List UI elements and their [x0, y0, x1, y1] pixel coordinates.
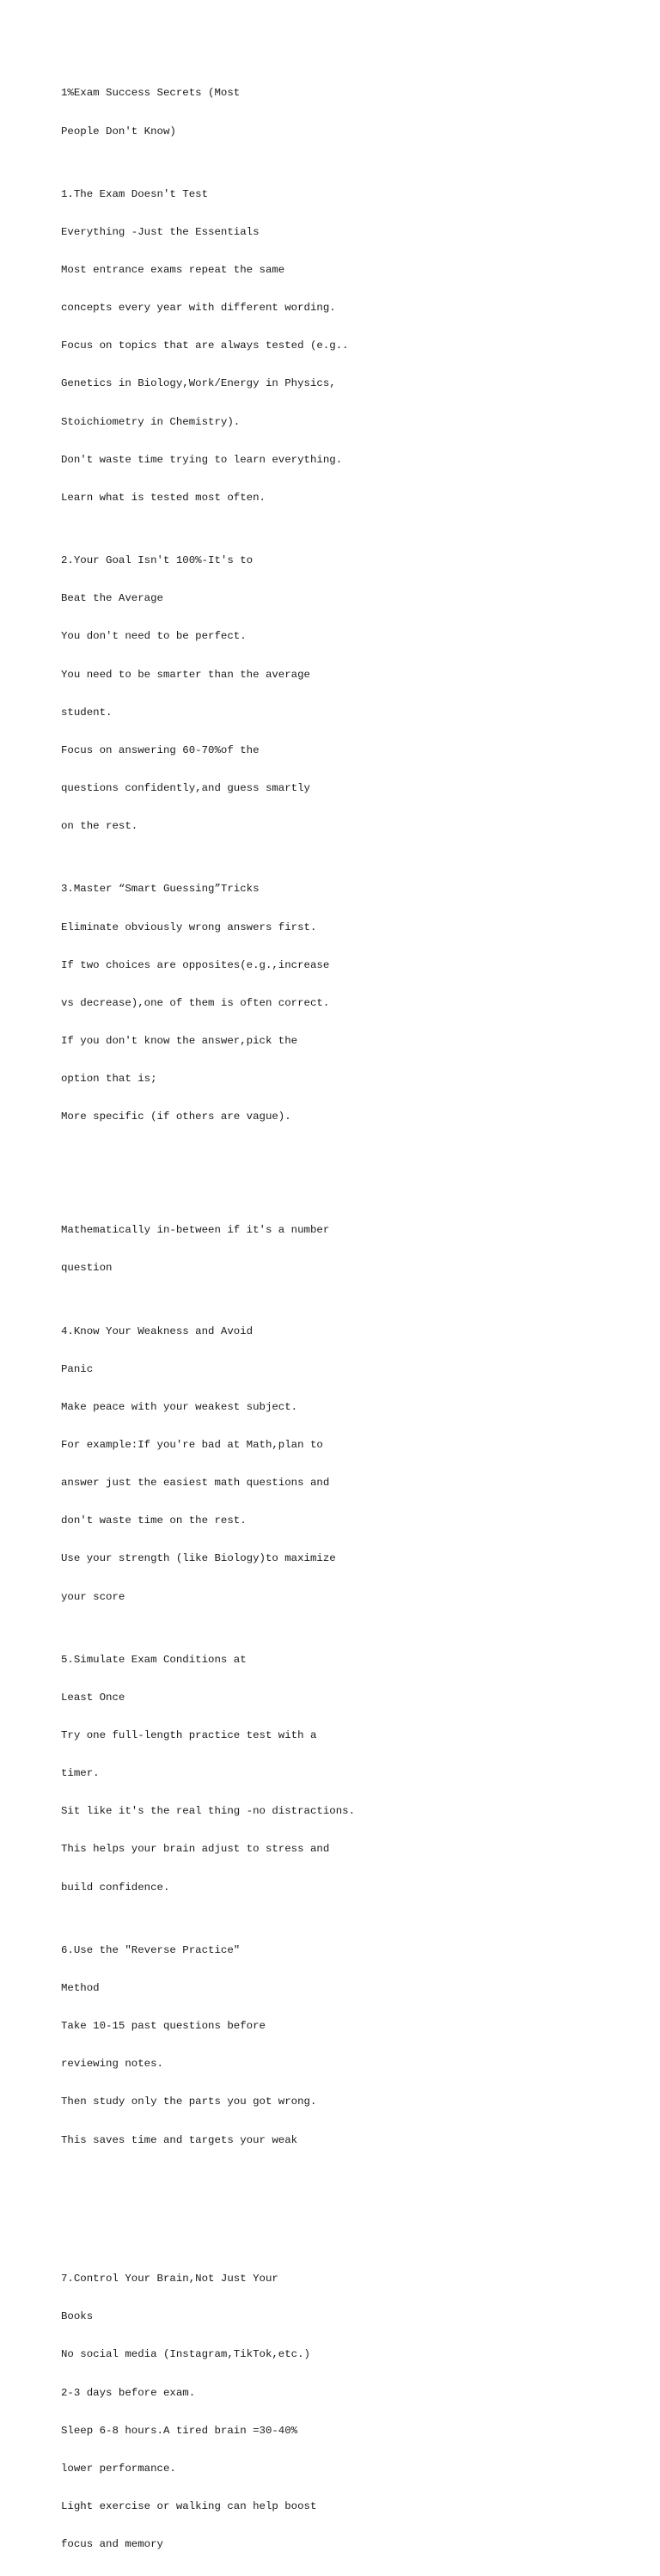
body-line: You need to be smarter than the average: [61, 668, 310, 681]
section-heading: Method: [61, 1982, 100, 1995]
body-line: build confidence.: [61, 1881, 170, 1894]
document-text: [61, 62, 645, 2576]
section-heading: Least Once: [61, 1692, 125, 1704]
title-line: People Don't Know): [61, 125, 176, 138]
section-heading: 1.The Exam Doesn't Test: [61, 188, 209, 200]
body-line: your score: [61, 1590, 125, 1603]
section-heading: Panic: [61, 1362, 94, 1375]
body-line: Eliminate obviously wrong answers first.: [61, 921, 317, 933]
section-heading: 4.Know Your Weakness and Avoid: [61, 1325, 254, 1337]
body-line: Try one full-length practice test with a: [61, 1729, 317, 1742]
body-line: Sleep 6-8 hours.A tired brain =30-40%: [61, 2424, 298, 2437]
body-line: You don't need to be perfect.: [61, 630, 247, 643]
body-line: concepts every year with different wording.: [61, 302, 336, 315]
blank-line: [61, 1148, 645, 1161]
body-line: 2-3 days before exam.: [61, 2386, 196, 2399]
body-line: timer.: [61, 1767, 100, 1780]
body-line: This saves time and targets your weak: [61, 2133, 298, 2146]
body-line: Most entrance exams repeat the same: [61, 264, 285, 277]
body-line: Light exercise or walking can help boost: [61, 2500, 317, 2512]
body-line: vs decrease),one of them is often correct.: [61, 996, 330, 1009]
body-line: Learn what is tested most often.: [61, 491, 266, 504]
body-line: If two choices are opposites(e.g.,increase: [61, 958, 330, 971]
body-line: This helps your brain adjust to stress and: [61, 1843, 330, 1856]
body-line: Stoichiometry in Chemistry).: [61, 415, 241, 428]
body-line: on the rest.: [61, 819, 138, 832]
body-line: focus and memory: [61, 2537, 163, 2550]
body-line: Focus on answering 60-70%of the: [61, 743, 260, 756]
body-line: For example:If you're bad at Math,plan to: [61, 1439, 323, 1452]
blank-line: [61, 1186, 645, 1199]
section-heading: 2.Your Goal Isn't 100%-It's to: [61, 554, 254, 567]
section-heading: Beat the Average: [61, 592, 163, 605]
blank-line: [61, 2210, 645, 2223]
body-line: Sit like it's the real thing -no distractions.: [61, 1805, 356, 1818]
body-line: questions confidently,and guess smartly: [61, 781, 310, 794]
body-line: Then study only the parts you got wrong.: [61, 2096, 317, 2108]
section-heading: 6.Use the "Reverse Practice": [61, 1944, 241, 1957]
body-line: If you don't know the answer,pick the: [61, 1034, 298, 1047]
section-heading: 5.Simulate Exam Conditions at: [61, 1654, 247, 1666]
section-heading: 3.Master “Smart Guessing”Tricks: [61, 883, 260, 896]
body-line: don't waste time on the rest.: [61, 1514, 247, 1527]
body-line: lower performance.: [61, 2462, 176, 2475]
body-line: Focus on topics that are always tested (e.g..: [61, 340, 349, 352]
body-line: Use your strength (like Biology)to maximize: [61, 1552, 336, 1565]
body-line: Genetics in Biology,Work/Energy in Physics,: [61, 377, 336, 390]
section-heading: Books: [61, 2310, 94, 2323]
body-line: question: [61, 1262, 113, 1275]
title-line: 1%Exam Success Secrets (Most: [61, 87, 241, 100]
body-line: Make peace with your weakest subject.: [61, 1401, 298, 1414]
body-line: Take 10-15 past questions before: [61, 2020, 266, 2033]
body-line: answer just the easiest math questions and: [61, 1477, 330, 1490]
body-line: student.: [61, 706, 113, 719]
body-line: Don't waste time trying to learn everything.: [61, 453, 343, 466]
body-line: Mathematically in-between if it's a number: [61, 1224, 330, 1237]
body-line: option that is;: [61, 1072, 157, 1085]
body-line: No social media (Instagram,TikTok,etc.): [61, 2348, 310, 2361]
section-heading: Everything -Just the Essentials: [61, 226, 260, 239]
body-line: reviewing notes.: [61, 2058, 163, 2071]
section-heading: 7.Control Your Brain,Not Just Your: [61, 2273, 278, 2285]
blank-line: [61, 2172, 645, 2185]
body-line: More specific (if others are vague).: [61, 1110, 291, 1123]
